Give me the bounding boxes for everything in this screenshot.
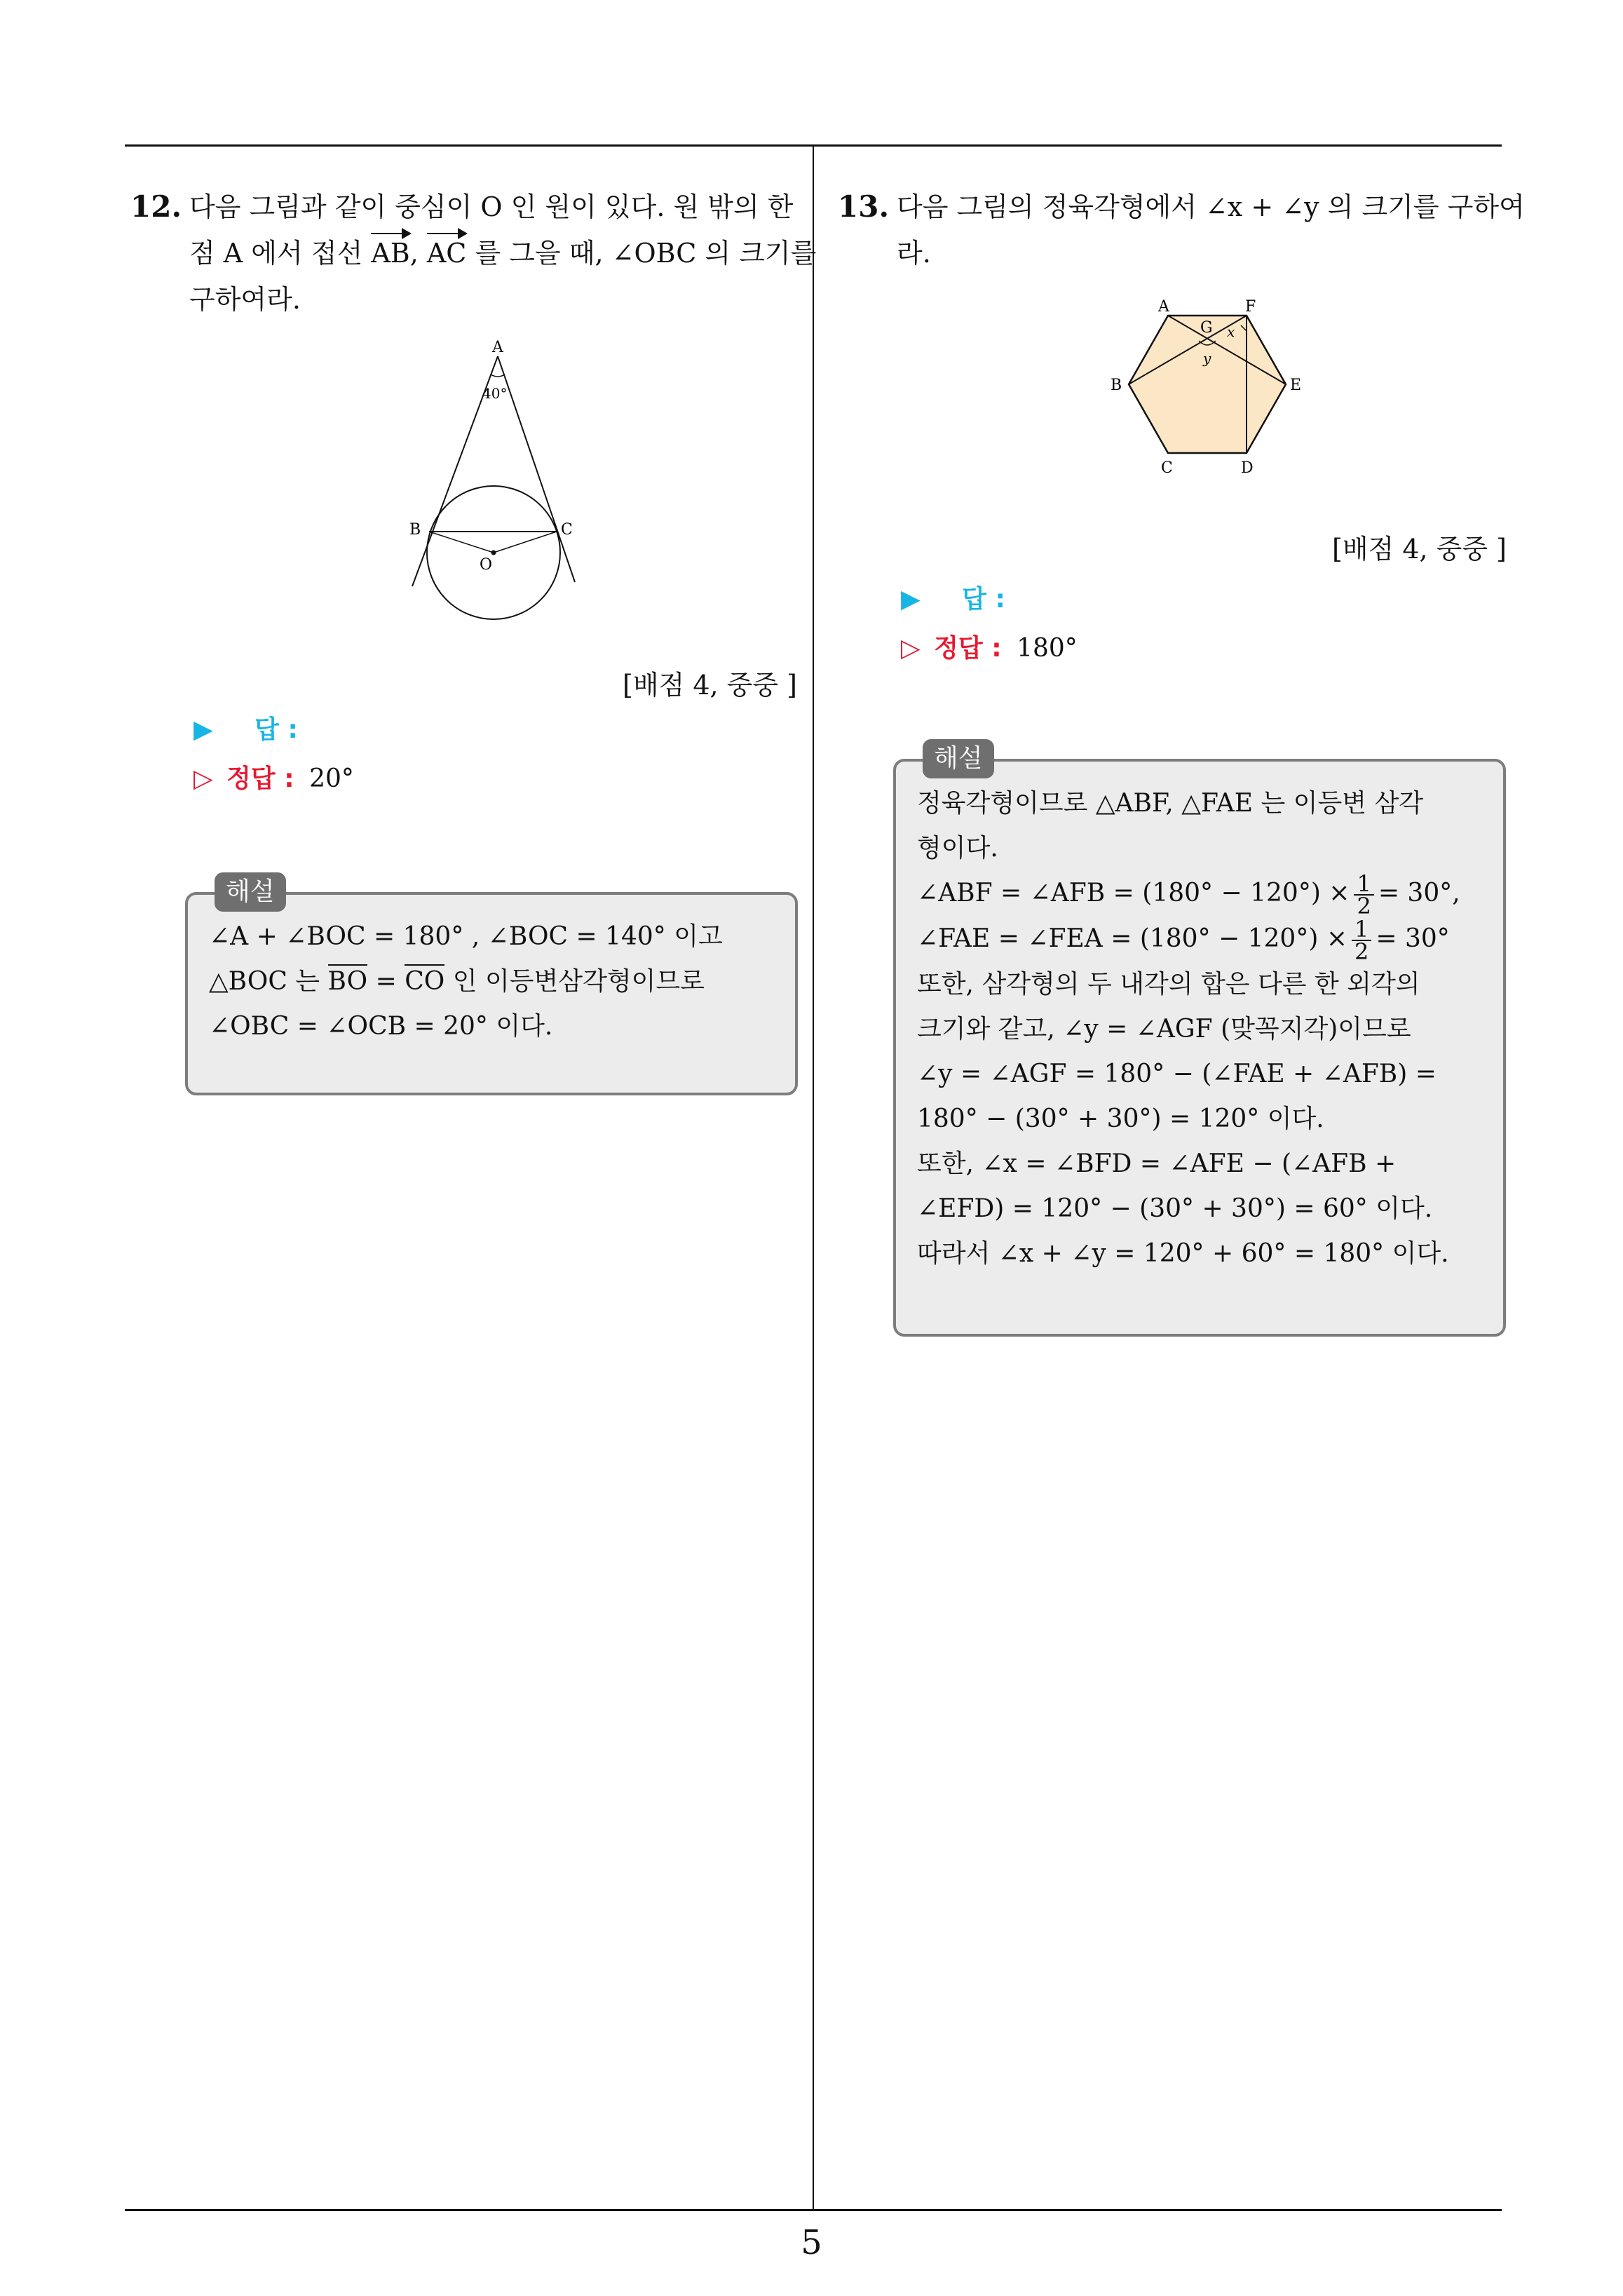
label-d: D [1241, 459, 1254, 477]
solution-box [185, 877, 798, 1095]
correct-label: 정답 : [226, 764, 294, 793]
hollow-play-icon: ▷ [193, 764, 213, 793]
line-text: ∠ABF = ∠AFB = (180° − 120°) × [917, 879, 1350, 907]
solution-line: ∠EFD) = 120° − (30° + 30°) = 60° 이다. [917, 1194, 1433, 1223]
line-text: △BOC 는 [209, 967, 328, 996]
correct-label: 정답 : [934, 634, 1002, 663]
score-tag: [배점 4, 중중 ] [623, 670, 797, 701]
label-f: F [1245, 298, 1256, 316]
angle-arc [491, 374, 505, 377]
label-angle-40: 40° [482, 385, 508, 402]
radius-ob [429, 532, 494, 553]
segment-bo: BO [328, 964, 368, 996]
correct-answer-row [901, 628, 1078, 664]
solution-line: 또한, 삼각형의 두 내각의 합은 다른 한 외각의 [917, 970, 1420, 999]
solution-line: ∠A + ∠BOC = 180° , ∠BOC = 140° 이고 [209, 922, 723, 951]
solution-line: 형이다. [917, 834, 998, 863]
problem-line: 다음 그림의 정육각형에서 ∠x + ∠y 의 크기를 구하여 [897, 191, 1525, 222]
line-text: 인 이등변삼각형이므로 [444, 967, 705, 996]
tangent-circle-figure [407, 335, 589, 630]
play-icon: ▶ [193, 715, 213, 744]
line-text: 점 A 에서 접선 [189, 238, 372, 269]
correct-answer-row [193, 759, 354, 795]
column-divider [813, 144, 814, 2210]
line-text: ∠FAE = ∠FEA = (180° − 120°) × [917, 924, 1347, 953]
solution-line [209, 959, 723, 1004]
line-text: = 30° [1376, 924, 1450, 953]
fraction-numerator: 1 [1354, 873, 1373, 896]
center-point [491, 551, 496, 555]
fraction-denominator: 2 [1354, 938, 1369, 965]
solution-line: 따라서 ∠x + ∠y = 120° + 60° = 180° 이다. [917, 1239, 1449, 1268]
solution-box [893, 744, 1506, 1337]
line-text: 를 그을 때, ∠OBC 의 크기를 [475, 238, 817, 269]
segment-co: CO [405, 964, 444, 996]
problem-line: 라. [897, 238, 931, 269]
solution-line [917, 916, 1460, 965]
vector-ac: AC [427, 230, 467, 276]
fraction-one-half [1352, 916, 1371, 965]
hollow-play-icon: ▷ [901, 634, 921, 663]
equals: = [367, 967, 405, 996]
label-c: C [1161, 459, 1173, 477]
label-a: A [1158, 298, 1169, 316]
answer-row [901, 579, 1005, 615]
score-tag: [배점 4, 중중 ] [1332, 534, 1507, 565]
solution-line: 정육각형이므로 △ABF, △FAE 는 이등변 삼각 [917, 789, 1424, 818]
answer-row [193, 710, 298, 745]
solution-text [917, 781, 1460, 1276]
label-c: C [561, 521, 573, 539]
bottom-rule [125, 2209, 1502, 2211]
label-g: G [1200, 319, 1213, 337]
separator: , [409, 238, 427, 269]
label-b: B [1111, 377, 1122, 394]
tangent-line-ac [498, 356, 575, 582]
fraction-numerator: 1 [1352, 919, 1371, 941]
fraction-one-half [1354, 870, 1373, 919]
solution-line: ∠OBC = ∠OCB = 20° 이다. [209, 1012, 553, 1041]
line-text: = 30°, [1378, 879, 1460, 907]
solution-line: 또한, ∠x = ∠BFD = ∠AFE − (∠AFB + [917, 1149, 1397, 1178]
page-number: 5 [801, 2223, 822, 2262]
hexagon-figure [1101, 293, 1311, 482]
problem-line [189, 230, 816, 276]
problem-number: 13. [838, 189, 890, 224]
answer-label: 답 : [254, 715, 298, 744]
problem-text [189, 184, 816, 323]
problem-line: 구하여라. [189, 284, 301, 315]
solution-line [917, 871, 1460, 917]
label-x: x [1227, 323, 1235, 340]
problem-text [897, 184, 1525, 276]
solution-line: ∠y = ∠AGF = 180° − (∠FAE + ∠AFB) = [917, 1060, 1437, 1088]
correct-value: 20° [309, 764, 354, 793]
fraction-denominator: 2 [1357, 893, 1371, 919]
problem-number: 12. [130, 189, 182, 224]
play-icon: ▶ [901, 585, 921, 614]
label-b: B [409, 521, 421, 539]
answer-label: 답 : [962, 585, 1005, 614]
problem-line: 다음 그림과 같이 중심이 O 인 원이 있다. 원 밖의 한 [189, 191, 794, 222]
solution-line: 180° − (30° + 30°) = 120° 이다. [917, 1105, 1324, 1133]
label-a: A [492, 339, 503, 356]
solution-tag: 해설 [215, 872, 286, 912]
solution-line: 크기와 같고, ∠y = ∠AGF (맞꼭지각)이므로 [917, 1015, 1411, 1044]
label-e: E [1290, 377, 1302, 394]
vector-ab: AB [371, 230, 409, 276]
radius-oc [494, 532, 557, 553]
solution-tag: 해설 [923, 739, 994, 778]
label-o: O [480, 556, 493, 574]
solution-text [209, 914, 723, 1049]
correct-value: 180° [1017, 634, 1078, 663]
label-y: y [1203, 350, 1211, 367]
